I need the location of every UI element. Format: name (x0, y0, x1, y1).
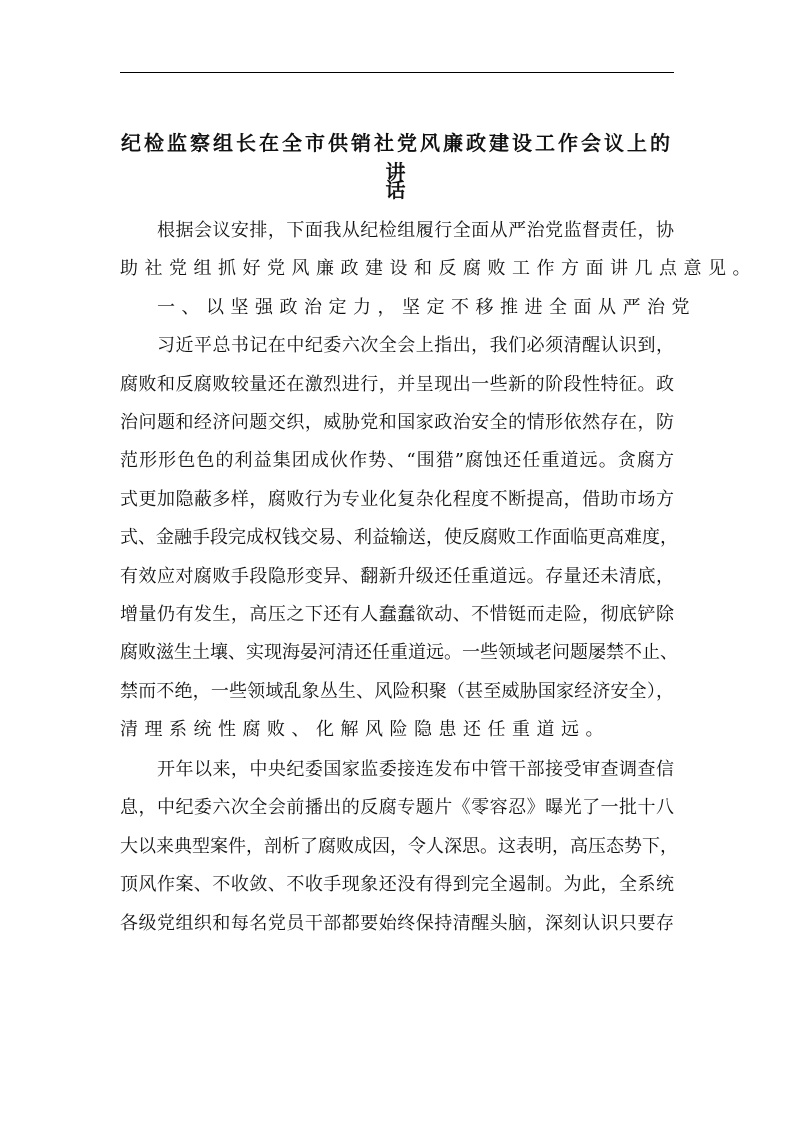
paragraph (120, 751, 678, 943)
text-line: 有效应对腐败手段隐形变异、翻新升级还任重道远。存量还未清底， (120, 565, 674, 587)
text-line: 顶风作案、不收敛、不收手现象还没有得到完全遏制。为此，全系统 (120, 874, 674, 896)
text-line: 习近平总书记在中纪委六次全会上指出，我们必须清醒认识到， (157, 335, 674, 357)
text-line: 腐败滋生土壤、实现海晏河清还任重道远。一些领域老问题屡禁不止、 (120, 642, 678, 664)
text-line: 范形形色色的利益集团成伙作势、“围猎”腐蚀还任重道远。贪腐方 (120, 450, 674, 472)
text-line: 增量仍有发生，高压之下还有人蠢蠢欲动、不惜铤而走险，彻底铲除 (120, 603, 674, 625)
text-line: 式、金融手段完成权钱交易、利益输送，使反腐败工作面临更高难度， (120, 527, 678, 549)
section-heading (120, 289, 696, 327)
document-title-line-2: 话 (385, 178, 409, 202)
text-line: 治问题和经济问题交织，威胁党和国家政治安全的情形依然存在，防 (120, 411, 674, 433)
text-line: 开年以来，中央纪委国家监委接连发布中管干部接受审查调查信 (157, 758, 674, 780)
text-line: 根据会议安排，下面我从纪检组履行全面从严治党监督责任，协 (157, 220, 674, 241)
text-line: 一、以坚强政治定力，坚定不移推进全面从严治党 (157, 296, 696, 318)
text-line: 禁而不绝，一些领域乱象丛生、风险积聚（甚至威胁国家经济安全）， (120, 680, 674, 702)
paragraph (120, 212, 757, 289)
document-title-line-1: 纪检监察组长在全市供销社党风廉政建设工作会议上的讲 (121, 131, 673, 184)
text-line: 大以来典型案件，剖析了腐败成因，令人深思。这表明，高压态势下， (120, 835, 678, 857)
text-line: 息，中纪委六次全会前播出的反腐专题片《零容忍》曝光了一批十八 (120, 797, 674, 819)
text-line: 腐败和反腐败较量还在激烈进行，并呈现出一些新的阶段性特征。政 (120, 373, 674, 395)
text-line: 式更加隐蔽多样，腐败行为专业化复杂化程度不断提高，借助市场方 (120, 488, 674, 510)
document-body (120, 212, 757, 943)
text-line: 各级党组织和每名党员干部都要始终保持清醒头脑，深刻认识只要存 (120, 912, 674, 934)
paragraph (120, 327, 678, 749)
header-rule (120, 72, 674, 73)
text-line: 助社党组抓好党风廉政建设和反腐败工作方面讲几点意见。 (120, 258, 757, 280)
text-line: 清理系统性腐败、化解风险隐患还任重道远。 (120, 719, 610, 741)
